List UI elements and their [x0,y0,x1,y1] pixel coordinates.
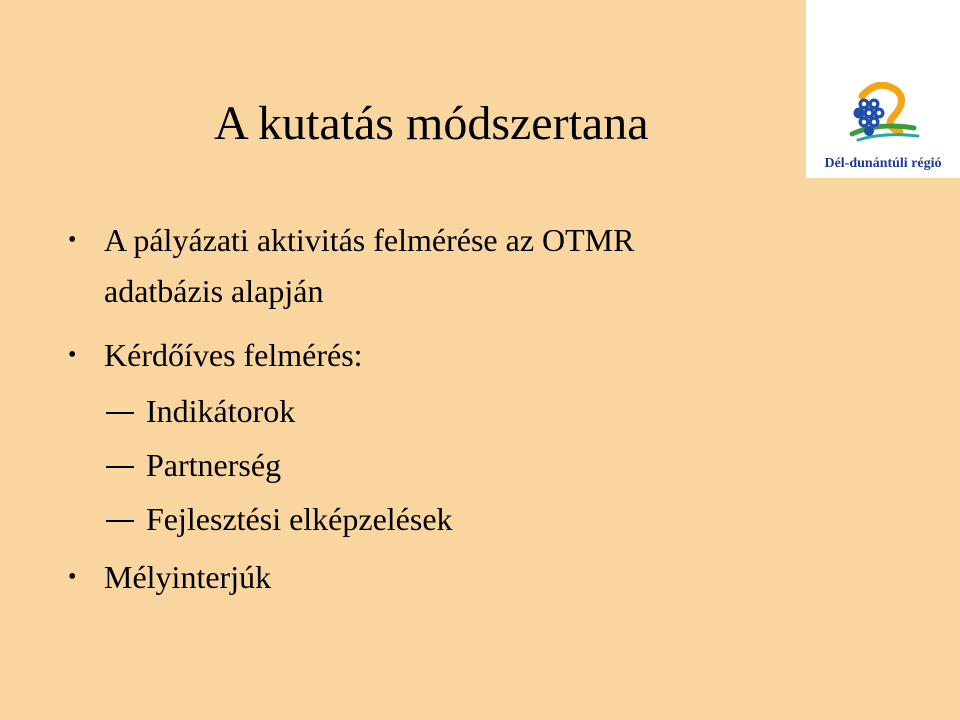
logo-caption: Dél-dunántúli régió [824,156,942,171]
sub-bullet-item [146,392,295,430]
bullet-item-continuation [104,272,323,310]
dash-icon [106,466,134,468]
logo [806,0,960,178]
slide-title: A kutatás módszertana [214,97,649,150]
sub-bullet-text: Indikátorok [146,393,296,429]
bullet-icon: • [68,342,77,368]
dash-icon [106,412,134,414]
bullet-item [68,558,272,596]
sub-bullet-item [146,446,281,484]
regional-logo-icon [844,82,924,154]
bullet-icon: • [68,227,77,253]
dash-icon [106,520,134,522]
bullet-text: adatbázis alapján [104,273,324,309]
sub-bullet-item [146,500,453,538]
bullet-item [68,221,635,259]
sub-bullet-text: Partnerség [146,447,282,483]
bullet-icon: • [68,564,77,590]
sub-bullet-text: Fejlesztési elképzelések [146,501,453,537]
bullet-item [68,336,363,374]
bullet-text: A pályázati aktivitás felmérése az OTMR [104,222,635,258]
bullet-text: Mélyinterjúk [104,559,272,595]
bullet-text: Kérdőíves felmérés: [104,337,363,373]
